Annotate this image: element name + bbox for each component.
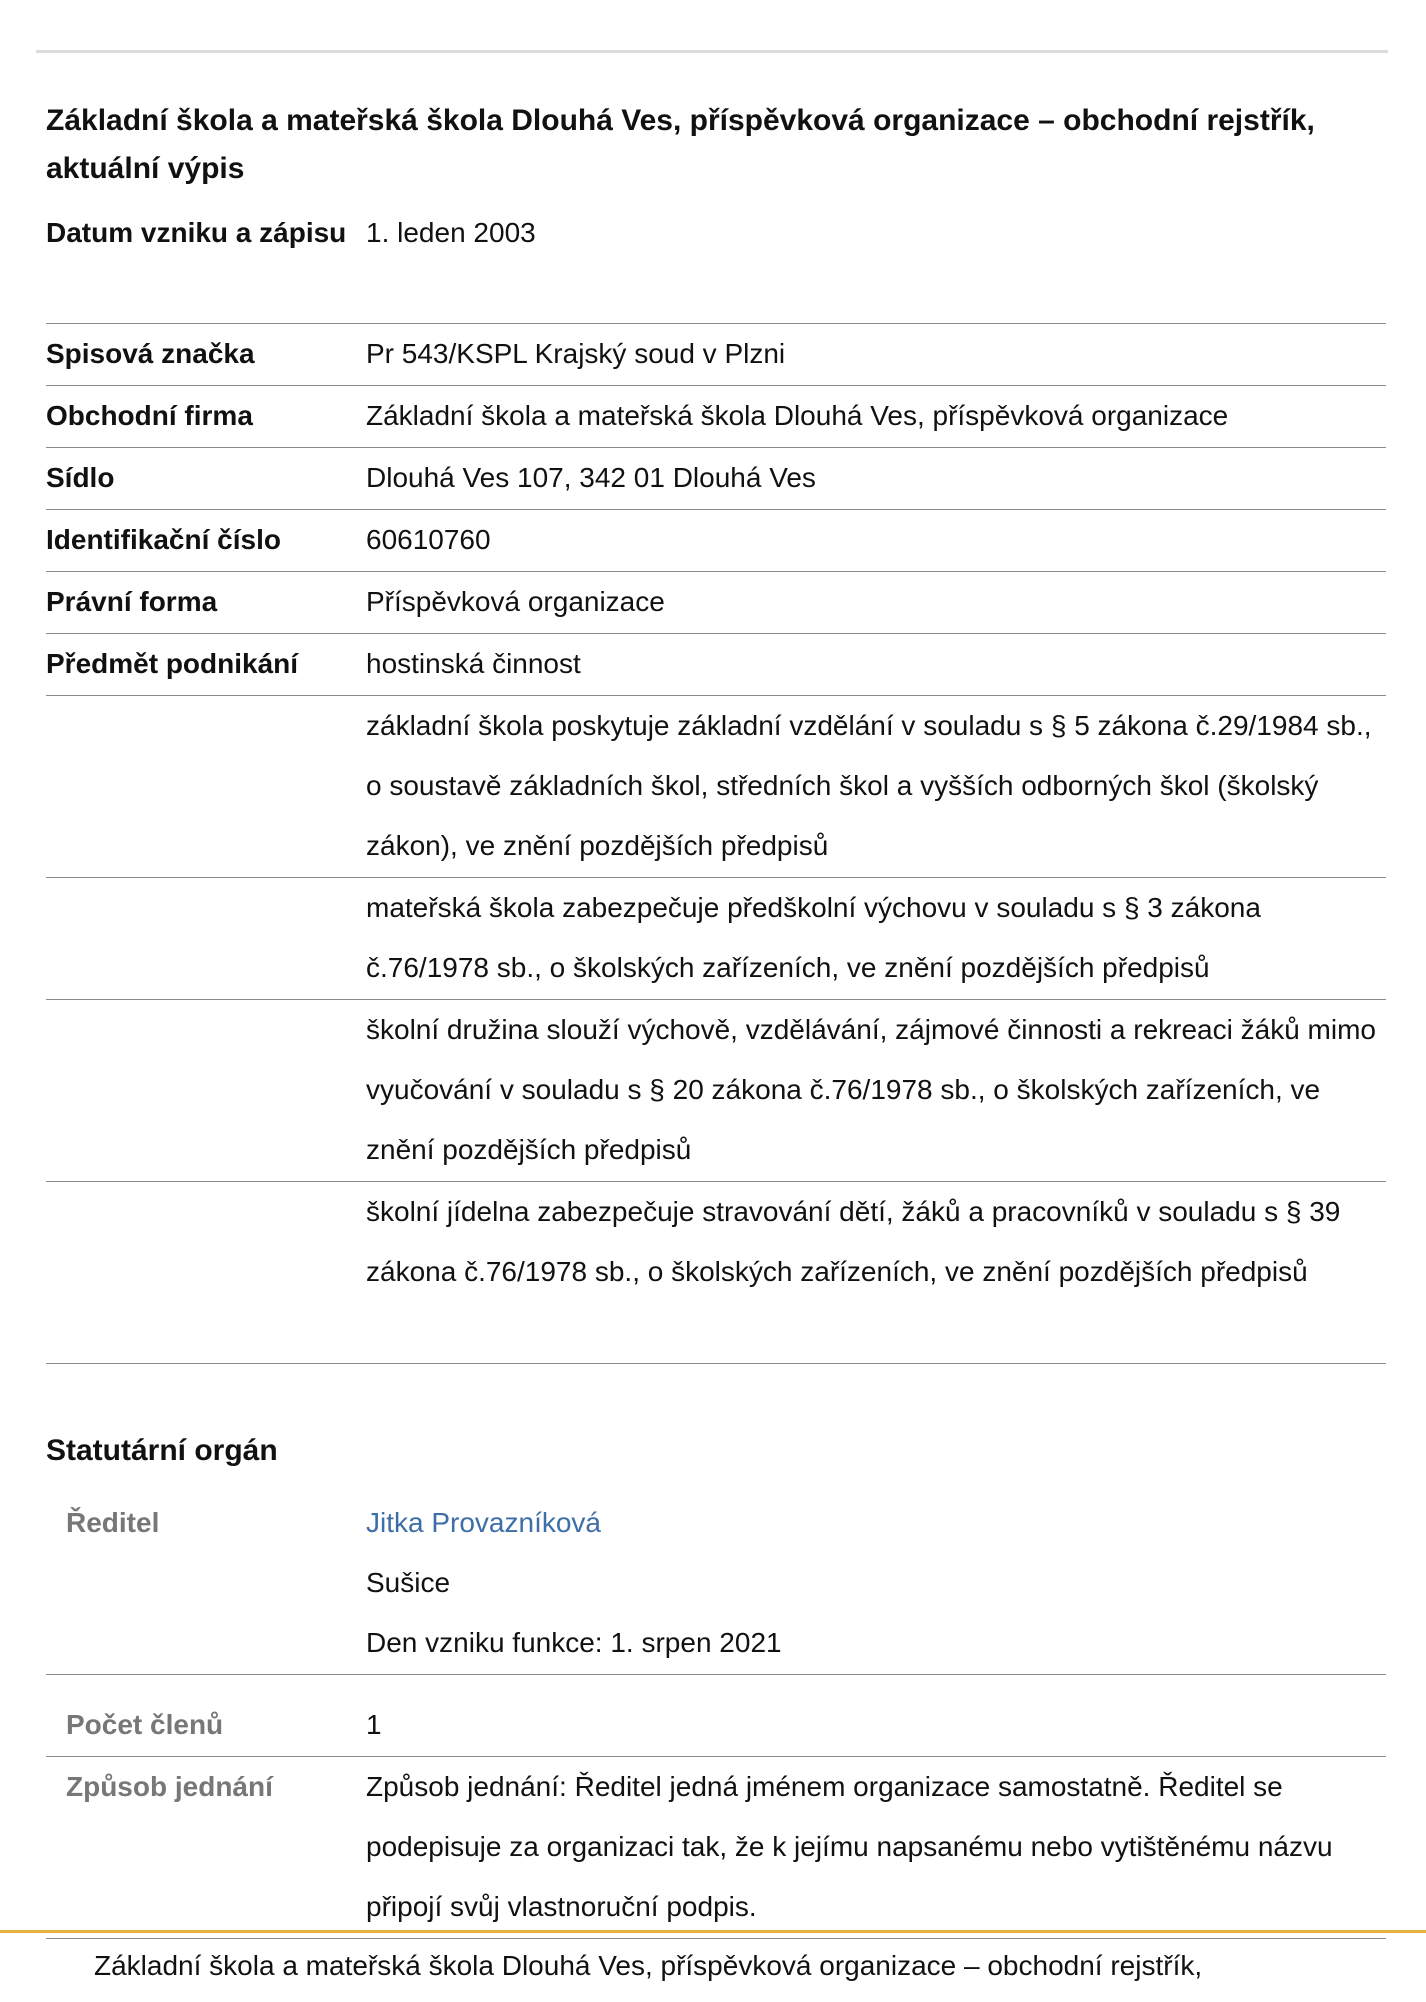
business-activity-item: školní družina slouží výchově, vzdělávání, zájmové činnosti a rekreaci žáků mimo vyučování v souladu s § 20 zákona č.76/1978 sb., o školských zařízeních, ve znění pozdějších předpisů [366,1014,1376,1165]
file-number-label: Spisová značka [46,338,255,369]
row-file-number [46,324,1386,386]
statutory-body-heading: Statutární orgán [46,1434,278,1467]
row-founding-date [46,203,1386,324]
file-number-value: Pr 543/KSPL Krajský soud v Plzni [366,338,786,369]
row-seat [46,448,1386,510]
footer-divider [0,1930,1426,1933]
row-business-activity [46,878,1386,1000]
seat-label: Sídlo [46,462,115,493]
row-conduct [46,1757,1386,1939]
page-title: Základní škola a mateřská škola Dlouhá Ves, příspěvková organizace – obchodní rejstřík, aktuální výpis [46,104,1315,185]
business-activity-label-empty [46,878,366,999]
seat-value: Dlouhá Ves 107, 342 01 Dlouhá Ves [366,462,816,493]
director-label: Ředitel [66,1507,160,1538]
identification-number-value: 60610760 [366,524,491,555]
row-business-activity [46,1182,1386,1364]
director-since: Den vzniku funkce: 1. srpen 2021 [366,1627,782,1658]
row-business-activity [46,1000,1386,1182]
company-name-label: Obchodní firma [46,400,253,431]
member-count-value: 1 [366,1709,382,1740]
row-company-name [46,386,1386,448]
row-director [46,1493,1386,1675]
row-member-count [46,1675,1386,1757]
identification-number-label: Identifikační číslo [46,524,281,555]
conduct-label: Způsob jednání [66,1771,273,1802]
business-activity-label: Předmět podnikání [46,648,299,679]
footer-title: Základní škola a mateřská škola Dlouhá Ves, příspěvková organizace – obchodní rejstřík, [94,1950,1203,1981]
business-activity-item: základní škola poskytuje základní vzdělání v souladu s § 5 zákona č.29/1984 sb., o soustavě základních škol, středních škol a vyšších odborných škol (školský zákon), ve znění pozdějších předpisů [366,710,1372,861]
business-activity-item: hostinská činnost [366,648,581,679]
legal-form-label: Právní forma [46,586,218,617]
row-legal-form [46,572,1386,634]
director-city: Sušice [366,1567,451,1598]
director-name-link[interactable]: Jitka Provazníková [366,1507,601,1538]
director-details [366,1493,1386,1674]
business-activity-label-empty [46,696,366,877]
register-details-table [46,203,1386,1364]
founding-date-value: 1. leden 2003 [366,217,536,248]
business-activity-item: mateřská škola zabezpečuje předškolní výchovu v souladu s § 3 zákona č.76/1978 sb., o školských zařízeních, ve znění pozdějších předpisů [366,892,1261,983]
business-activity-label-empty [46,1182,366,1363]
conduct-value: Způsob jednání: Ředitel jedná jménem organizace samostatně. Ředitel se podepisuje za organizaci tak, že k jejímu napsanému nebo vytištěnému názvu připojí svůj vlastnoruční podpis. [366,1771,1333,1922]
register-card [36,50,1388,1922]
row-business-activity [46,634,1386,696]
legal-form-value: Příspěvková organizace [366,586,665,617]
founding-date-label: Datum vzniku a zápisu [46,217,347,248]
member-count-label: Počet členů [66,1709,224,1740]
statutory-body-table [46,1493,1386,1939]
company-name-value: Základní škola a mateřská škola Dlouhá Ves, příspěvková organizace [366,400,1229,431]
business-activity-label-empty [46,1000,366,1181]
row-business-activity [46,696,1386,878]
business-activity-item: školní jídelna zabezpečuje stravování dětí, žáků a pracovníků v souladu s § 39 zákona č.76/1978 sb., o školských zařízeních, ve znění pozdějších předpisů [366,1196,1341,1287]
row-identification-number [46,510,1386,572]
